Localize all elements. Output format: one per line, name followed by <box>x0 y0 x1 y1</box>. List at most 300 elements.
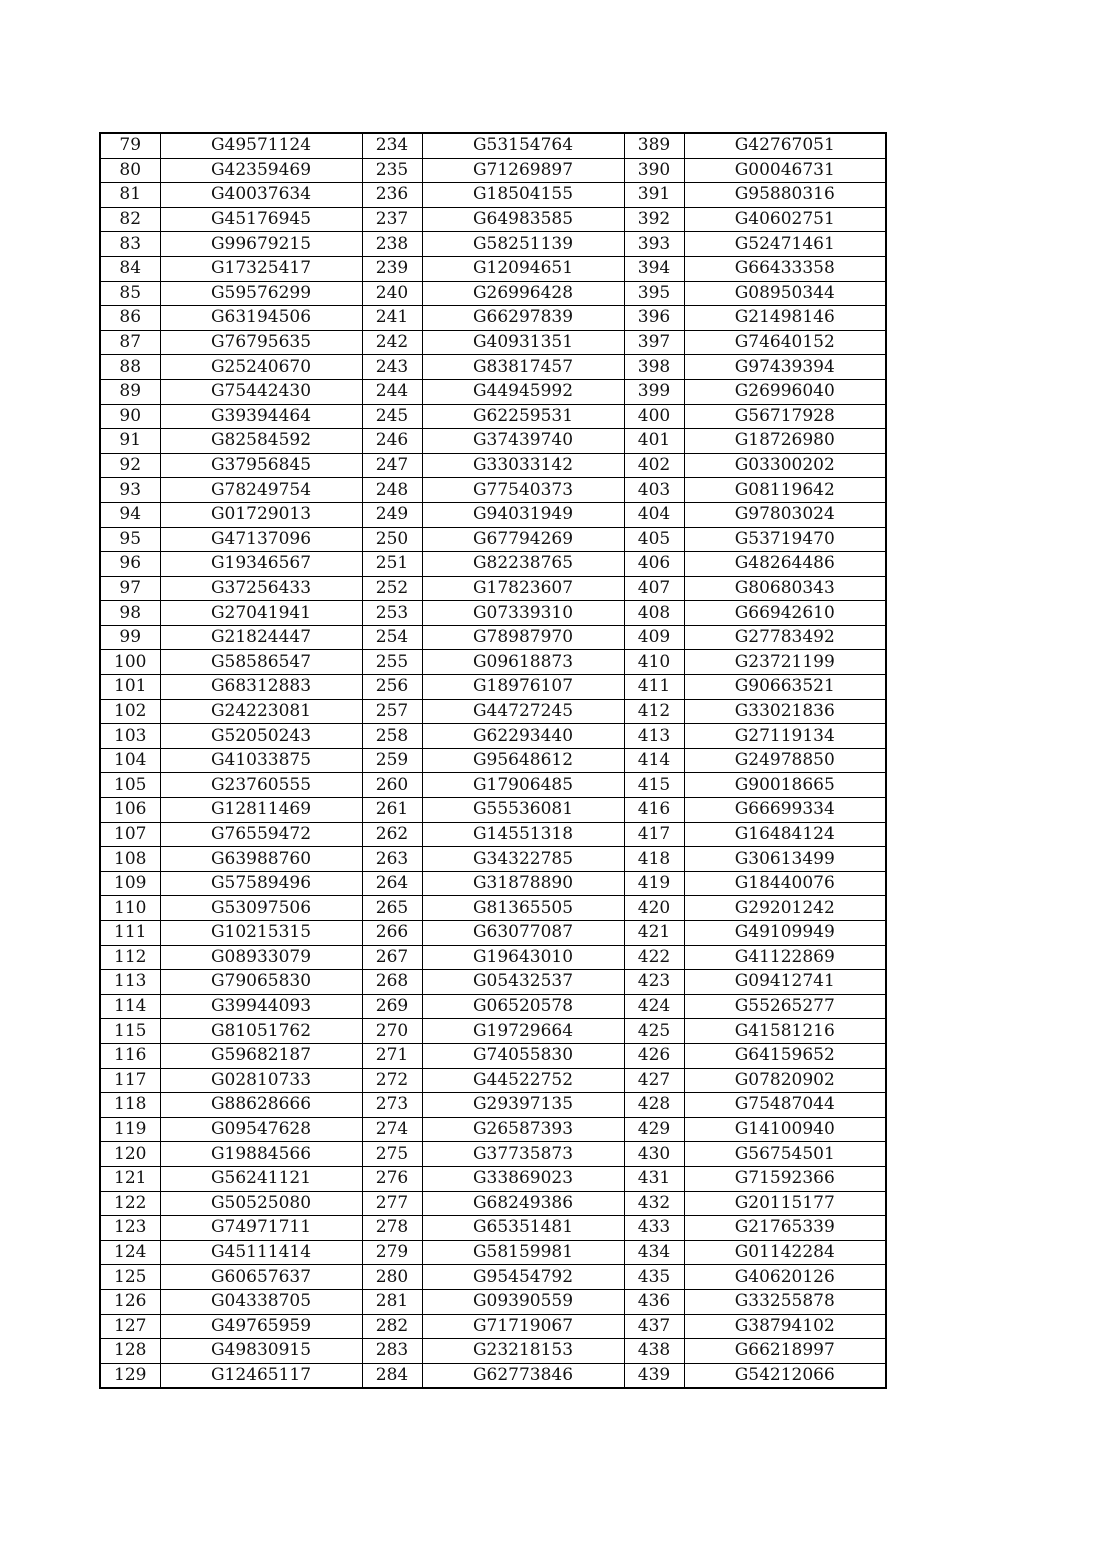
seq-number-cell: 110 <box>100 896 160 921</box>
seq-number-cell: 258 <box>362 724 422 749</box>
code-cell: G21498146 <box>684 306 886 331</box>
code-cell: G59682187 <box>160 1043 362 1068</box>
code-cell: G24223081 <box>160 699 362 724</box>
seq-number-cell: 112 <box>100 945 160 970</box>
seq-number-cell: 262 <box>362 822 422 847</box>
seq-number-cell: 401 <box>624 429 684 454</box>
code-cell: G08933079 <box>160 945 362 970</box>
code-cell: G16484124 <box>684 822 886 847</box>
seq-number-cell: 261 <box>362 798 422 823</box>
seq-number-cell: 274 <box>362 1117 422 1142</box>
seq-number-cell: 124 <box>100 1240 160 1265</box>
seq-number-cell: 437 <box>624 1314 684 1339</box>
table-row <box>100 527 886 552</box>
code-cell: G12811469 <box>160 798 362 823</box>
seq-number-cell: 255 <box>362 650 422 675</box>
seq-number-cell: 240 <box>362 281 422 306</box>
code-cell: G74055830 <box>422 1043 624 1068</box>
code-cell: G42359469 <box>160 158 362 183</box>
code-cell: G53719470 <box>684 527 886 552</box>
table-row <box>100 404 886 429</box>
seq-number-cell: 434 <box>624 1240 684 1265</box>
code-cell: G34322785 <box>422 847 624 872</box>
table-row <box>100 945 886 970</box>
code-cell: G59576299 <box>160 281 362 306</box>
code-cell: G33033142 <box>422 453 624 478</box>
code-cell: G44945992 <box>422 379 624 404</box>
code-cell: G19884566 <box>160 1142 362 1167</box>
seq-number-cell: 245 <box>362 404 422 429</box>
table-row <box>100 601 886 626</box>
code-cell: G17906485 <box>422 773 624 798</box>
code-cell: G97803024 <box>684 502 886 527</box>
seq-number-cell: 108 <box>100 847 160 872</box>
code-cell: G67794269 <box>422 527 624 552</box>
table-row <box>100 330 886 355</box>
code-cell: G62259531 <box>422 404 624 429</box>
seq-number-cell: 250 <box>362 527 422 552</box>
code-cell: G27041941 <box>160 601 362 626</box>
seq-number-cell: 394 <box>624 256 684 281</box>
code-cell: G18976107 <box>422 675 624 700</box>
table-row <box>100 773 886 798</box>
table-row <box>100 1314 886 1339</box>
code-cell: G90018665 <box>684 773 886 798</box>
seq-number-cell: 275 <box>362 1142 422 1167</box>
seq-number-cell: 123 <box>100 1216 160 1241</box>
table-row <box>100 306 886 331</box>
seq-number-cell: 263 <box>362 847 422 872</box>
code-cell: G19729664 <box>422 1019 624 1044</box>
code-cell: G10215315 <box>160 921 362 946</box>
seq-number-cell: 259 <box>362 748 422 773</box>
seq-number-cell: 249 <box>362 502 422 527</box>
seq-number-cell: 405 <box>624 527 684 552</box>
seq-number-cell: 433 <box>624 1216 684 1241</box>
code-cell: G40620126 <box>684 1265 886 1290</box>
code-cell: G81365505 <box>422 896 624 921</box>
table-row <box>100 1043 886 1068</box>
table-row <box>100 970 886 995</box>
seq-number-cell: 266 <box>362 921 422 946</box>
code-cell: G37956845 <box>160 453 362 478</box>
seq-number-cell: 270 <box>362 1019 422 1044</box>
code-cell: G58159981 <box>422 1240 624 1265</box>
table-row <box>100 1216 886 1241</box>
code-cell: G24978850 <box>684 748 886 773</box>
seq-number-cell: 111 <box>100 921 160 946</box>
code-cell: G76795635 <box>160 330 362 355</box>
code-cell: G40037634 <box>160 183 362 208</box>
table-row <box>100 502 886 527</box>
seq-number-cell: 94 <box>100 502 160 527</box>
code-cell: G01729013 <box>160 502 362 527</box>
seq-number-cell: 393 <box>624 232 684 257</box>
table-row <box>100 847 886 872</box>
table-row <box>100 1289 886 1314</box>
code-cell: G33255878 <box>684 1289 886 1314</box>
code-cell: G78987970 <box>422 625 624 650</box>
seq-number-cell: 427 <box>624 1068 684 1093</box>
code-cell: G71719067 <box>422 1314 624 1339</box>
seq-number-cell: 121 <box>100 1166 160 1191</box>
seq-number-cell: 256 <box>362 675 422 700</box>
table-row <box>100 871 886 896</box>
code-cell: G79065830 <box>160 970 362 995</box>
seq-number-cell: 95 <box>100 527 160 552</box>
seq-number-cell: 105 <box>100 773 160 798</box>
seq-number-cell: 411 <box>624 675 684 700</box>
seq-number-cell: 438 <box>624 1339 684 1364</box>
seq-number-cell: 107 <box>100 822 160 847</box>
code-cell: G55536081 <box>422 798 624 823</box>
code-cell: G64159652 <box>684 1043 886 1068</box>
seq-number-cell: 282 <box>362 1314 422 1339</box>
seq-number-cell: 239 <box>362 256 422 281</box>
code-cell: G58251139 <box>422 232 624 257</box>
seq-number-cell: 417 <box>624 822 684 847</box>
seq-number-cell: 103 <box>100 724 160 749</box>
code-cell: G95454792 <box>422 1265 624 1290</box>
code-cell: G08950344 <box>684 281 886 306</box>
table-row <box>100 281 886 306</box>
code-cell: G25240670 <box>160 355 362 380</box>
id-table <box>99 132 887 1389</box>
code-cell: G66218997 <box>684 1339 886 1364</box>
code-cell: G95880316 <box>684 183 886 208</box>
code-cell: G56241121 <box>160 1166 362 1191</box>
table-row <box>100 183 886 208</box>
seq-number-cell: 100 <box>100 650 160 675</box>
seq-number-cell: 96 <box>100 552 160 577</box>
code-cell: G19346567 <box>160 552 362 577</box>
seq-number-cell: 273 <box>362 1093 422 1118</box>
table-row <box>100 232 886 257</box>
seq-number-cell: 85 <box>100 281 160 306</box>
code-cell: G94031949 <box>422 502 624 527</box>
code-cell: G60657637 <box>160 1265 362 1290</box>
seq-number-cell: 426 <box>624 1043 684 1068</box>
seq-number-cell: 425 <box>624 1019 684 1044</box>
table-row <box>100 1265 886 1290</box>
code-cell: G41581216 <box>684 1019 886 1044</box>
seq-number-cell: 252 <box>362 576 422 601</box>
code-cell: G18440076 <box>684 871 886 896</box>
seq-number-cell: 424 <box>624 994 684 1019</box>
seq-number-cell: 113 <box>100 970 160 995</box>
seq-number-cell: 390 <box>624 158 684 183</box>
seq-number-cell: 272 <box>362 1068 422 1093</box>
seq-number-cell: 407 <box>624 576 684 601</box>
code-cell: G39944093 <box>160 994 362 1019</box>
table-row <box>100 355 886 380</box>
table-row <box>100 1019 886 1044</box>
seq-number-cell: 97 <box>100 576 160 601</box>
code-cell: G23721199 <box>684 650 886 675</box>
code-cell: G02810733 <box>160 1068 362 1093</box>
code-cell: G77540373 <box>422 478 624 503</box>
code-cell: G26996040 <box>684 379 886 404</box>
seq-number-cell: 397 <box>624 330 684 355</box>
seq-number-cell: 422 <box>624 945 684 970</box>
code-cell: G14551318 <box>422 822 624 847</box>
seq-number-cell: 410 <box>624 650 684 675</box>
code-cell: G20115177 <box>684 1191 886 1216</box>
seq-number-cell: 129 <box>100 1363 160 1388</box>
seq-number-cell: 88 <box>100 355 160 380</box>
code-cell: G21765339 <box>684 1216 886 1241</box>
table-row <box>100 1240 886 1265</box>
seq-number-cell: 409 <box>624 625 684 650</box>
code-cell: G66433358 <box>684 256 886 281</box>
code-cell: G54212066 <box>684 1363 886 1388</box>
code-cell: G47137096 <box>160 527 362 552</box>
code-cell: G62293440 <box>422 724 624 749</box>
seq-number-cell: 264 <box>362 871 422 896</box>
seq-number-cell: 83 <box>100 232 160 257</box>
table-row <box>100 1166 886 1191</box>
code-cell: G05432537 <box>422 970 624 995</box>
code-cell: G56754501 <box>684 1142 886 1167</box>
code-cell: G76559472 <box>160 822 362 847</box>
code-cell: G30613499 <box>684 847 886 872</box>
seq-number-cell: 246 <box>362 429 422 454</box>
seq-number-cell: 98 <box>100 601 160 626</box>
seq-number-cell: 404 <box>624 502 684 527</box>
seq-number-cell: 102 <box>100 699 160 724</box>
code-cell: G68312883 <box>160 675 362 700</box>
seq-number-cell: 395 <box>624 281 684 306</box>
seq-number-cell: 267 <box>362 945 422 970</box>
seq-number-cell: 99 <box>100 625 160 650</box>
seq-number-cell: 391 <box>624 183 684 208</box>
seq-number-cell: 399 <box>624 379 684 404</box>
code-cell: G63077087 <box>422 921 624 946</box>
code-cell: G09390559 <box>422 1289 624 1314</box>
code-cell: G71269897 <box>422 158 624 183</box>
code-cell: G99679215 <box>160 232 362 257</box>
code-cell: G58586547 <box>160 650 362 675</box>
table-row <box>100 650 886 675</box>
table-row <box>100 896 886 921</box>
seq-number-cell: 119 <box>100 1117 160 1142</box>
code-cell: G82584592 <box>160 429 362 454</box>
seq-number-cell: 415 <box>624 773 684 798</box>
seq-number-cell: 269 <box>362 994 422 1019</box>
code-cell: G09618873 <box>422 650 624 675</box>
table-row <box>100 429 886 454</box>
seq-number-cell: 389 <box>624 133 684 158</box>
seq-number-cell: 114 <box>100 994 160 1019</box>
seq-number-cell: 280 <box>362 1265 422 1290</box>
code-cell: G63988760 <box>160 847 362 872</box>
table-row <box>100 158 886 183</box>
table-row <box>100 207 886 232</box>
code-cell: G64983585 <box>422 207 624 232</box>
table-row <box>100 921 886 946</box>
seq-number-cell: 257 <box>362 699 422 724</box>
seq-number-cell: 398 <box>624 355 684 380</box>
code-cell: G45111414 <box>160 1240 362 1265</box>
seq-number-cell: 277 <box>362 1191 422 1216</box>
seq-number-cell: 423 <box>624 970 684 995</box>
seq-number-cell: 420 <box>624 896 684 921</box>
code-cell: G97439394 <box>684 355 886 380</box>
seq-number-cell: 403 <box>624 478 684 503</box>
code-cell: G65351481 <box>422 1216 624 1241</box>
code-cell: G74640152 <box>684 330 886 355</box>
code-cell: G81051762 <box>160 1019 362 1044</box>
table-row <box>100 576 886 601</box>
seq-number-cell: 413 <box>624 724 684 749</box>
seq-number-cell: 81 <box>100 183 160 208</box>
seq-number-cell: 421 <box>624 921 684 946</box>
seq-number-cell: 242 <box>362 330 422 355</box>
code-cell: G75487044 <box>684 1093 886 1118</box>
seq-number-cell: 435 <box>624 1265 684 1290</box>
code-cell: G49571124 <box>160 133 362 158</box>
code-cell: G18504155 <box>422 183 624 208</box>
seq-number-cell: 419 <box>624 871 684 896</box>
code-cell: G04338705 <box>160 1289 362 1314</box>
seq-number-cell: 104 <box>100 748 160 773</box>
code-cell: G52471461 <box>684 232 886 257</box>
table-row <box>100 724 886 749</box>
table-row <box>100 1191 886 1216</box>
seq-number-cell: 253 <box>362 601 422 626</box>
seq-number-cell: 284 <box>362 1363 422 1388</box>
code-cell: G55265277 <box>684 994 886 1019</box>
code-cell: G66699334 <box>684 798 886 823</box>
seq-number-cell: 93 <box>100 478 160 503</box>
code-cell: G53097506 <box>160 896 362 921</box>
code-cell: G33021836 <box>684 699 886 724</box>
table-row <box>100 994 886 1019</box>
seq-number-cell: 90 <box>100 404 160 429</box>
code-cell: G37735873 <box>422 1142 624 1167</box>
seq-number-cell: 234 <box>362 133 422 158</box>
seq-number-cell: 254 <box>362 625 422 650</box>
table-row <box>100 1068 886 1093</box>
table-row <box>100 379 886 404</box>
table-row <box>100 1117 886 1142</box>
code-cell: G90663521 <box>684 675 886 700</box>
code-cell: G12094651 <box>422 256 624 281</box>
code-cell: G31878890 <box>422 871 624 896</box>
table-row <box>100 625 886 650</box>
seq-number-cell: 86 <box>100 306 160 331</box>
code-cell: G39394464 <box>160 404 362 429</box>
code-cell: G03300202 <box>684 453 886 478</box>
seq-number-cell: 120 <box>100 1142 160 1167</box>
code-cell: G37256433 <box>160 576 362 601</box>
table-row <box>100 699 886 724</box>
code-cell: G07820902 <box>684 1068 886 1093</box>
code-cell: G45176945 <box>160 207 362 232</box>
seq-number-cell: 432 <box>624 1191 684 1216</box>
seq-number-cell: 84 <box>100 256 160 281</box>
code-cell: G53154764 <box>422 133 624 158</box>
code-cell: G09547628 <box>160 1117 362 1142</box>
seq-number-cell: 396 <box>624 306 684 331</box>
seq-number-cell: 244 <box>362 379 422 404</box>
seq-number-cell: 80 <box>100 158 160 183</box>
seq-number-cell: 265 <box>362 896 422 921</box>
seq-number-cell: 128 <box>100 1339 160 1364</box>
seq-number-cell: 429 <box>624 1117 684 1142</box>
seq-number-cell: 406 <box>624 552 684 577</box>
table-row <box>100 822 886 847</box>
seq-number-cell: 283 <box>362 1339 422 1364</box>
seq-number-cell: 106 <box>100 798 160 823</box>
seq-number-cell: 268 <box>362 970 422 995</box>
seq-number-cell: 92 <box>100 453 160 478</box>
code-cell: G49765959 <box>160 1314 362 1339</box>
code-cell: G26587393 <box>422 1117 624 1142</box>
seq-number-cell: 116 <box>100 1043 160 1068</box>
table-row <box>100 552 886 577</box>
table-row <box>100 256 886 281</box>
code-cell: G49109949 <box>684 921 886 946</box>
seq-number-cell: 125 <box>100 1265 160 1290</box>
seq-number-cell: 247 <box>362 453 422 478</box>
code-cell: G01142284 <box>684 1240 886 1265</box>
seq-number-cell: 412 <box>624 699 684 724</box>
seq-number-cell: 117 <box>100 1068 160 1093</box>
code-cell: G07339310 <box>422 601 624 626</box>
code-cell: G38794102 <box>684 1314 886 1339</box>
code-cell: G42767051 <box>684 133 886 158</box>
seq-number-cell: 238 <box>362 232 422 257</box>
code-cell: G27783492 <box>684 625 886 650</box>
code-cell: G50525080 <box>160 1191 362 1216</box>
table-row <box>100 1093 886 1118</box>
seq-number-cell: 436 <box>624 1289 684 1314</box>
seq-number-cell: 430 <box>624 1142 684 1167</box>
code-cell: G23760555 <box>160 773 362 798</box>
code-cell: G26996428 <box>422 281 624 306</box>
seq-number-cell: 91 <box>100 429 160 454</box>
code-cell: G29397135 <box>422 1093 624 1118</box>
code-cell: G41122869 <box>684 945 886 970</box>
code-cell: G19643010 <box>422 945 624 970</box>
seq-number-cell: 122 <box>100 1191 160 1216</box>
code-cell: G12465117 <box>160 1363 362 1388</box>
seq-number-cell: 251 <box>362 552 422 577</box>
code-cell: G33869023 <box>422 1166 624 1191</box>
seq-number-cell: 101 <box>100 675 160 700</box>
table-row <box>100 1363 886 1388</box>
seq-number-cell: 414 <box>624 748 684 773</box>
code-cell: G29201242 <box>684 896 886 921</box>
seq-number-cell: 115 <box>100 1019 160 1044</box>
seq-number-cell: 431 <box>624 1166 684 1191</box>
code-cell: G83817457 <box>422 355 624 380</box>
code-cell: G27119134 <box>684 724 886 749</box>
code-cell: G71592366 <box>684 1166 886 1191</box>
table-row <box>100 675 886 700</box>
code-cell: G49830915 <box>160 1339 362 1364</box>
seq-number-cell: 279 <box>362 1240 422 1265</box>
seq-number-cell: 416 <box>624 798 684 823</box>
seq-number-cell: 82 <box>100 207 160 232</box>
seq-number-cell: 237 <box>362 207 422 232</box>
code-cell: G14100940 <box>684 1117 886 1142</box>
seq-number-cell: 402 <box>624 453 684 478</box>
code-cell: G56717928 <box>684 404 886 429</box>
seq-number-cell: 118 <box>100 1093 160 1118</box>
seq-number-cell: 79 <box>100 133 160 158</box>
